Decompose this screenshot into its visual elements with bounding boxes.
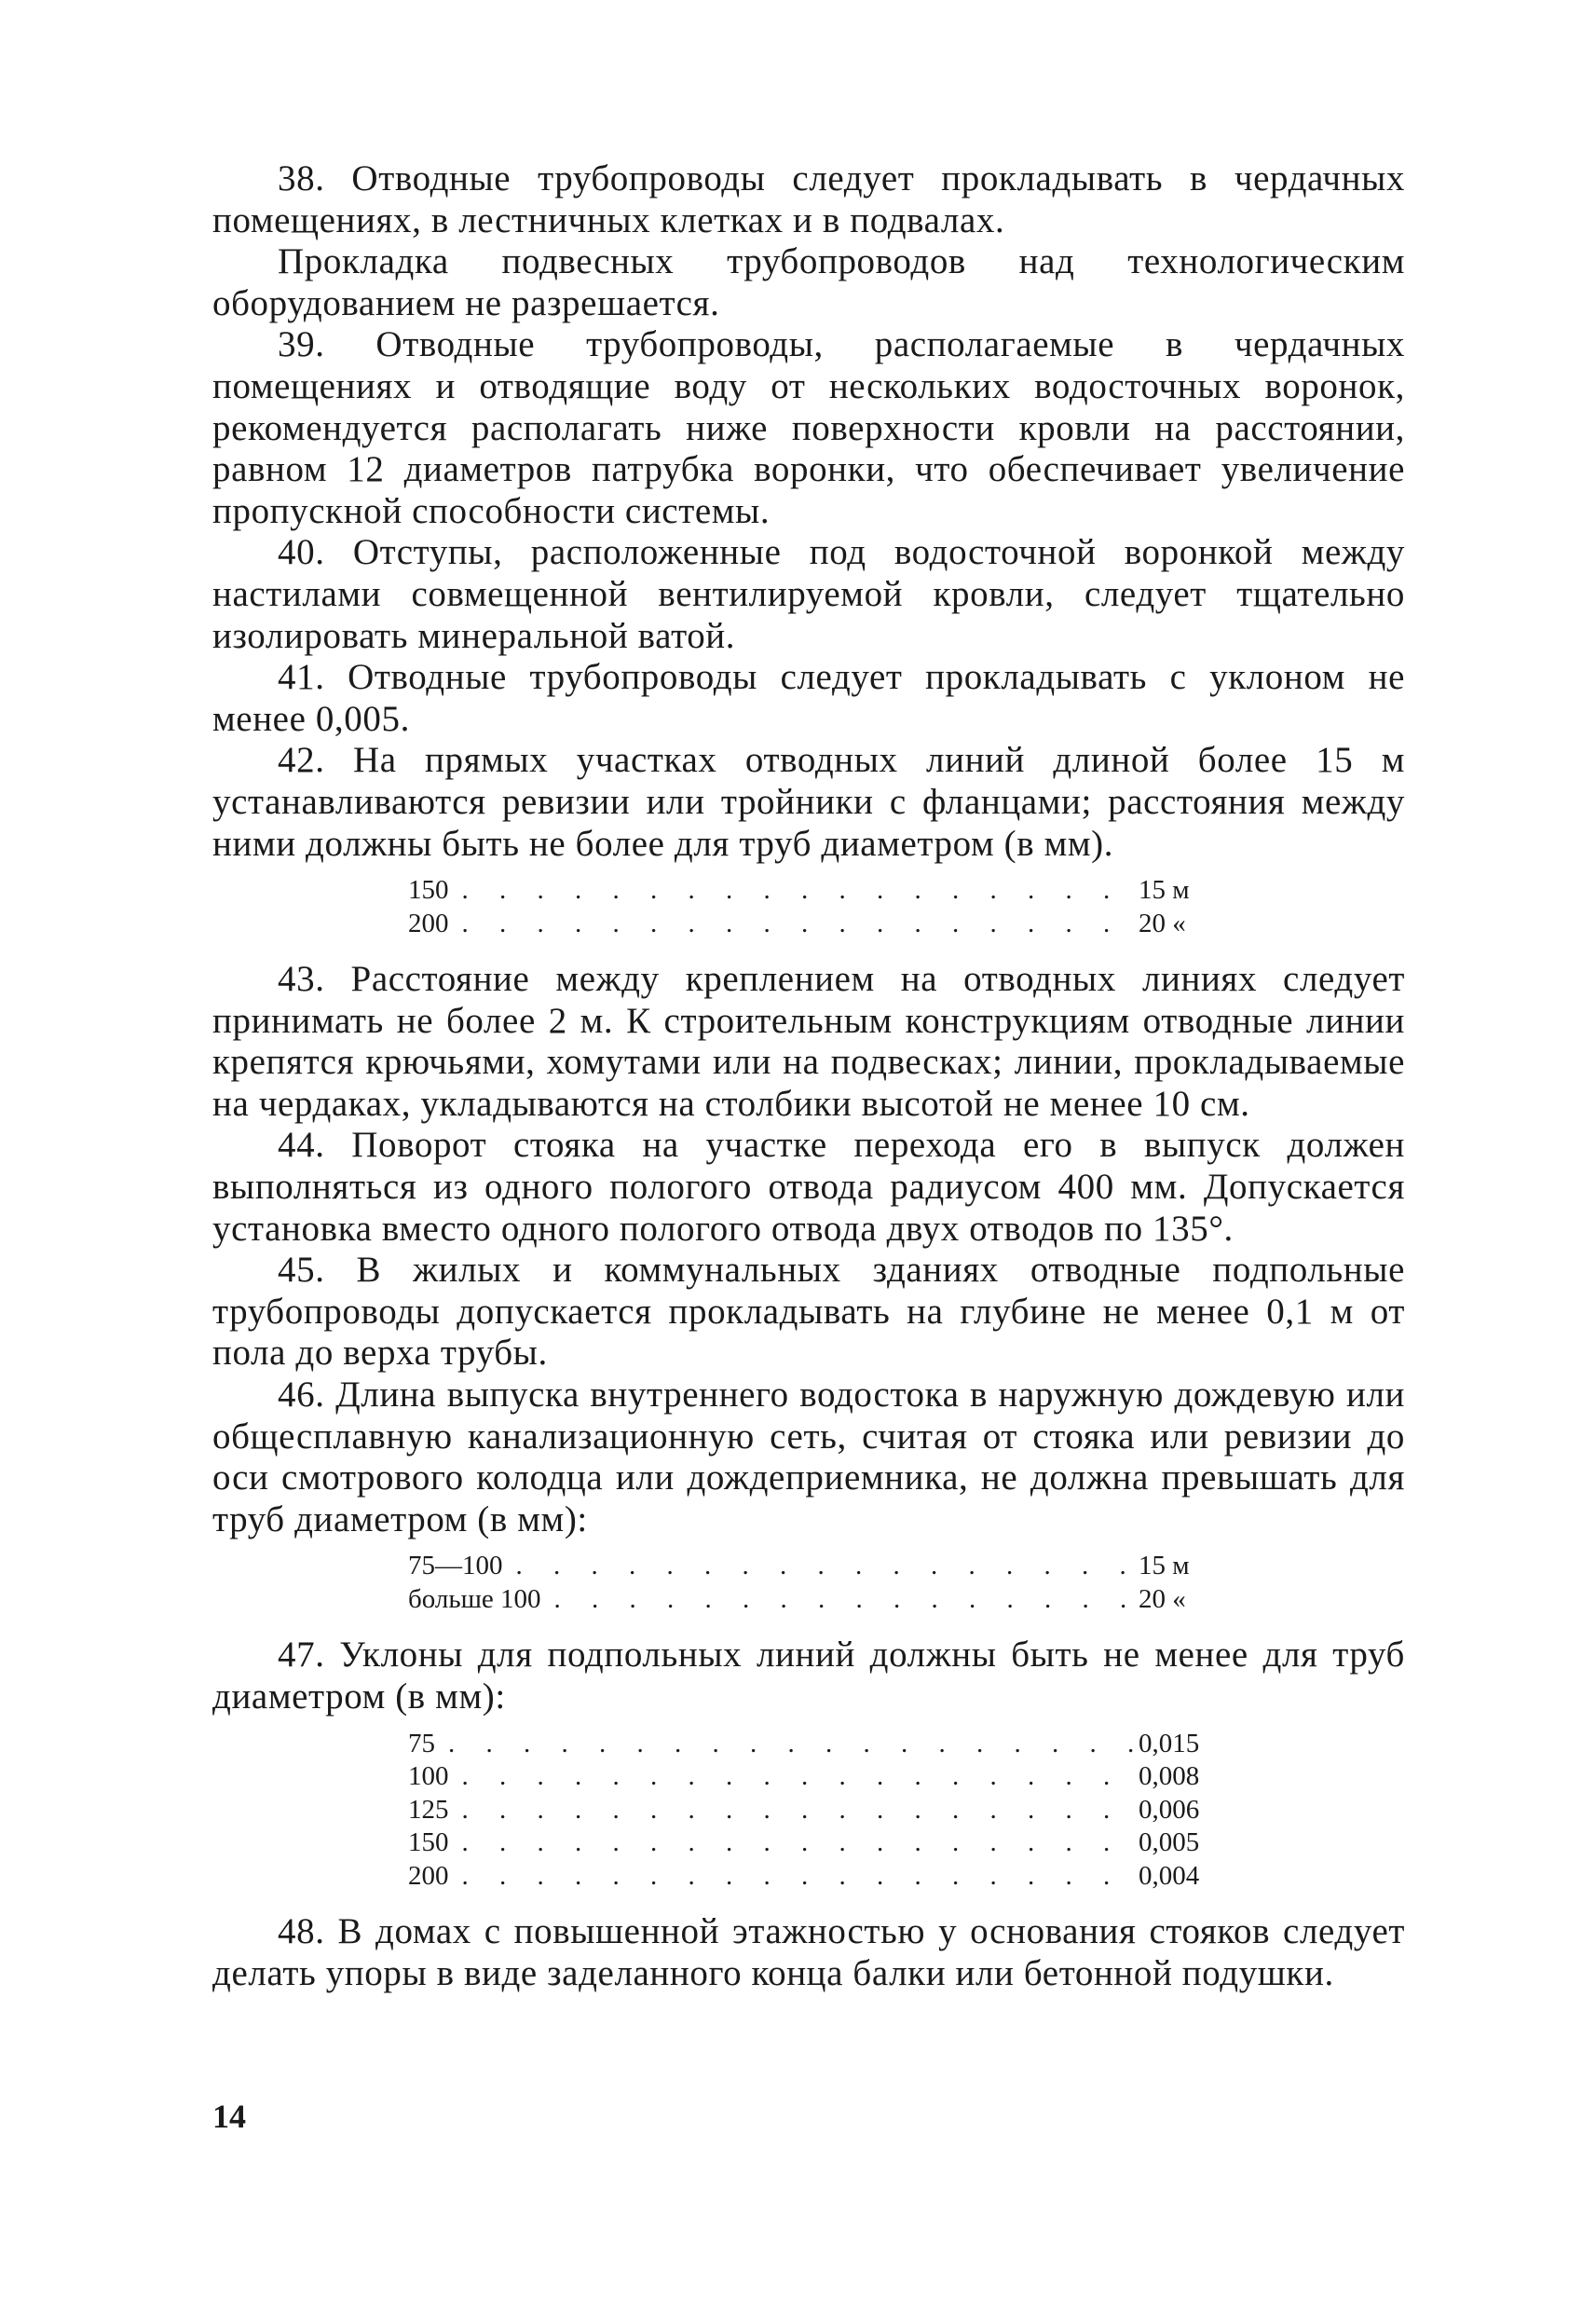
paragraph-40: 40. Отступы, расположенные под водосточной воронкой между настилами совмещенной вентилируемой кровли, следует тщательно изолировать минеральной ватой. — [212, 532, 1405, 656]
diameter-cell: 75—100 — [408, 1551, 503, 1581]
diameter-cell: 200 — [408, 908, 449, 938]
value-cell: 15 м — [1139, 1551, 1190, 1581]
table-row — [408, 1826, 1219, 1860]
table-row — [408, 908, 1219, 941]
paragraph-45: 45. В жилых и коммунальных зданиях отводные подпольные трубопроводы допускается прокладывать на глубине не менее 0,1 м от пола до верха трубы. — [212, 1250, 1405, 1374]
paragraph-48: 48. В домах с повышенной этажностью у основания стояков следует делать упоры в виде заделанного конца балки или бетонной подушки. — [212, 1911, 1405, 1993]
dot-leader — [449, 874, 1139, 908]
dot-leader — [449, 1860, 1139, 1894]
table-row — [408, 1860, 1219, 1894]
table-length-46 — [408, 1550, 1219, 1616]
table-distance-42 — [408, 874, 1219, 940]
paragraph-42: 42. На прямых участках отводных линий длиной более 15 м устанавливаются ревизии или тройники с фланцами; расстояния между ними должны быть не более для труб диаметром (в мм). — [212, 740, 1405, 864]
value-cell: 0,005 — [1139, 1827, 1200, 1858]
paragraph-38-continued: Прокладка подвесных трубопроводов над технологическим оборудованием не разрешается. — [212, 241, 1405, 323]
paragraph-41: 41. Отводные трубопроводы следует прокладывать с уклоном не менее 0,005. — [212, 657, 1405, 739]
value-cell: 20 « — [1139, 908, 1186, 938]
table-slopes-47 — [408, 1728, 1219, 1894]
dot-leader — [503, 1550, 1139, 1583]
diameter-cell: 125 — [408, 1794, 449, 1825]
value-cell: 0,004 — [1139, 1860, 1200, 1891]
paragraph-44: 44. Поворот стояка на участке перехода его в выпуск должен выполняться из одного пологого отвода радиусом 400 мм. Допускается установка вместо одного пологого отвода двух отводов по 135°. — [212, 1125, 1405, 1249]
table-row — [408, 1728, 1219, 1761]
value-cell: 0,008 — [1139, 1761, 1200, 1792]
value-cell: 15 м — [1139, 875, 1190, 906]
table-row — [408, 1760, 1219, 1794]
paragraph-46: 46. Длина выпуска внутреннего водостока в наружную дождевую или общесплавную канализационную сеть, считая от стояка или ревизии до оси смотрового колодца или дождеприемника, не должна превышать для труб диаметром (в мм): — [212, 1375, 1405, 1539]
paragraph-47: 47. Уклоны для подпольных линий должны быть не менее для труб диаметром (в мм): — [212, 1635, 1405, 1717]
table-row — [408, 1550, 1219, 1583]
table-row — [408, 1583, 1219, 1617]
diameter-cell: 200 — [408, 1860, 449, 1891]
dot-leader — [435, 1728, 1139, 1761]
diameter-cell: 150 — [408, 875, 449, 906]
page-content — [212, 158, 1405, 1994]
paragraph-43: 43. Расстояние между креплением на отводных линиях следует принимать не более 2 м. К строительным конструкциям отводные линии крепятся крючьями, хомутами или на подвесках; линии, прокладываемые на чердаках, укладываются на столбики высотой не менее 10 см. — [212, 959, 1405, 1124]
diameter-cell: 100 — [408, 1761, 449, 1792]
dot-leader — [449, 1760, 1139, 1794]
value-cell: 20 « — [1139, 1583, 1186, 1614]
diameter-cell: больше 100 — [408, 1583, 541, 1614]
table-row — [408, 874, 1219, 908]
value-cell: 0,015 — [1139, 1728, 1200, 1758]
dot-leader — [449, 1826, 1139, 1860]
dot-leader — [449, 1794, 1139, 1827]
dot-leader — [449, 908, 1139, 941]
paragraph-38: 38. Отводные трубопроводы следует прокладывать в чердачных помещениях, в лестничных клетках и в подвалах. — [212, 158, 1405, 240]
diameter-cell: 75 — [408, 1728, 435, 1758]
paragraph-39: 39. Отводные трубопроводы, располагаемые в чердачных помещениях и отводящие воду от нескольких водосточных воронок, рекомендуется располагать ниже поверхности кровли на расстоянии, равном 12 диаметров патрубка воронки, что обеспечивает увеличение пропускной способности системы. — [212, 324, 1405, 531]
page-number: 14 — [212, 2098, 246, 2135]
diameter-cell: 150 — [408, 1827, 449, 1858]
dot-leader — [541, 1583, 1139, 1617]
table-row — [408, 1794, 1219, 1827]
value-cell: 0,006 — [1139, 1794, 1200, 1825]
